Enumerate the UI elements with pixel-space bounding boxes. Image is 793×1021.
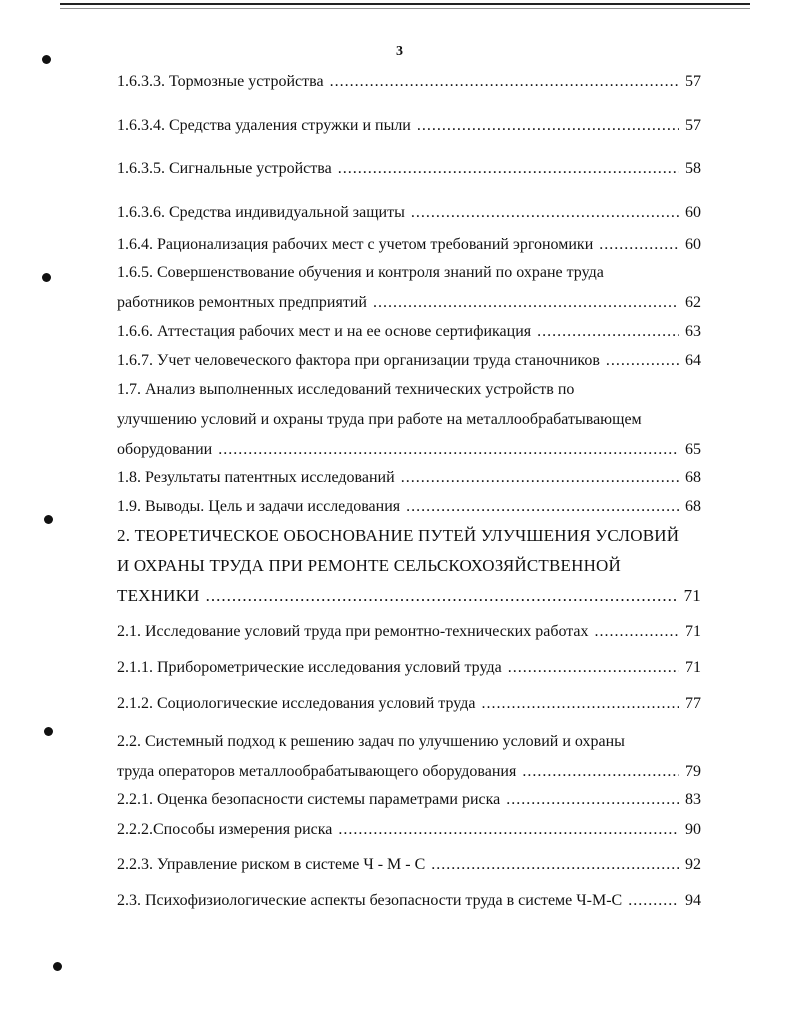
- toc-entry-row: [117, 617, 701, 647]
- toc-entry-title: 2.2.2.Способы измерения риска: [117, 821, 333, 838]
- dot-leader: [508, 653, 679, 683]
- toc-entry: [117, 346, 701, 376]
- toc-entry: [117, 154, 701, 184]
- toc-entry-title: 1.6.3.6. Средства индивидуальной защиты: [117, 204, 405, 221]
- toc-entry-title: 2.1.2. Социологические исследования условий труда: [117, 695, 476, 712]
- toc-page-number: 62: [685, 294, 701, 311]
- toc-entry-row: [117, 653, 701, 683]
- toc-entry-title: 1.8. Результаты патентных исследований: [117, 469, 395, 486]
- toc-entry-title: ТЕХНИКИ: [117, 586, 200, 605]
- dot-leader: [406, 492, 679, 522]
- toc-entry: [117, 463, 701, 493]
- toc-entry-title: 2.1. Исследование условий труда при ремонтно-технических работах: [117, 623, 589, 640]
- dot-leader: [595, 617, 679, 647]
- toc-entry-title: 1.6.3.4. Средства удаления стружки и пыли: [117, 117, 411, 134]
- toc-entry-row: [117, 850, 701, 880]
- toc-entry: [117, 727, 701, 787]
- binder-hole-mark: [42, 273, 51, 282]
- dot-leader: [417, 111, 679, 141]
- dot-leader: [411, 198, 679, 228]
- dot-leader: [599, 230, 679, 260]
- toc-entry-row: [117, 288, 701, 318]
- toc-entry: [117, 850, 701, 880]
- toc-entry-row: [117, 785, 701, 815]
- toc-entry-row: [117, 198, 701, 228]
- toc-entry-row: [117, 67, 701, 97]
- toc-entry-row: [117, 154, 701, 184]
- toc-entry-line: улучшению условий и охраны труда при работе на металлообрабатывающем: [117, 411, 642, 428]
- dot-leader: [330, 67, 679, 97]
- toc-page-number: 64: [685, 352, 701, 369]
- toc-entry: [117, 785, 701, 815]
- toc-page-number: 71: [683, 586, 701, 605]
- dot-leader: [431, 850, 679, 880]
- toc-entry-title: 2.2.1. Оценка безопасности системы параметрами риска: [117, 791, 501, 808]
- dot-leader: [338, 154, 679, 184]
- toc-entry-title: оборудовании: [117, 441, 213, 458]
- toc-entry-title: 2.3. Психофизиологические аспекты безопасности труда в системе Ч-М-С: [117, 892, 623, 909]
- toc-entry: [117, 198, 701, 228]
- dot-leader: [206, 581, 678, 611]
- toc-entry: [117, 375, 701, 465]
- toc-entry: [117, 689, 701, 719]
- toc-entry-row: [117, 492, 701, 522]
- scan-edge-line: [60, 3, 750, 5]
- toc-page-number: 68: [685, 469, 701, 486]
- toc-entry: [117, 258, 701, 318]
- binder-hole-mark: [53, 962, 62, 971]
- dot-leader: [218, 435, 679, 465]
- toc-entry: [117, 230, 701, 260]
- toc-entry-title: 1.6.7. Учет человеческого фактора при организации труда станочников: [117, 352, 600, 369]
- toc-entry: [117, 67, 701, 97]
- binder-hole-mark: [44, 515, 53, 524]
- toc-entry-title: 1.6.6. Аттестация рабочих мест и на ее основе сертификация: [117, 323, 532, 340]
- toc-entry-line: 2. ТЕОРЕТИЧЕСКОЕ ОБОСНОВАНИЕ ПУТЕЙ УЛУЧШЕНИЯ УСЛОВИЙ: [117, 526, 680, 545]
- page-number: 3: [396, 44, 403, 59]
- toc-entry-title: 2.2.3. Управление риском в системе Ч - М - С: [117, 856, 426, 873]
- toc-entry-row: [117, 230, 701, 260]
- toc-page-number: 65: [685, 441, 701, 458]
- toc-page-number: 57: [685, 117, 701, 134]
- dot-leader: [628, 886, 679, 916]
- dot-leader: [606, 346, 679, 376]
- toc-entry: [117, 617, 701, 647]
- toc-entry-line: 1.6.5. Совершенствование обучения и контроля знаний по охране труда: [117, 264, 604, 281]
- toc-entry-row: [117, 886, 701, 916]
- toc-page-number: 57: [685, 73, 701, 90]
- dot-leader: [373, 288, 679, 318]
- toc-entry: [117, 492, 701, 522]
- toc-entry-row: [117, 689, 701, 719]
- toc-entry-title: 2.1.1. Приборометрические исследования условий труда: [117, 659, 502, 676]
- toc-page-number: 58: [685, 160, 701, 177]
- toc-entry-row: [117, 111, 701, 141]
- toc-entry: [117, 886, 701, 916]
- toc-entry-line: И ОХРАНЫ ТРУДА ПРИ РЕМОНТЕ СЕЛЬСКОХОЗЯЙСТВЕННОЙ: [117, 556, 622, 575]
- toc-page-number: 83: [685, 791, 701, 808]
- binder-hole-mark: [44, 727, 53, 736]
- toc-page-number: 92: [685, 856, 701, 873]
- toc-entry-row: [117, 435, 701, 465]
- toc-entry-title: 1.6.3.3. Тормозные устройства: [117, 73, 324, 90]
- toc-page-number: 68: [685, 498, 701, 515]
- scan-edge-line-faint: [60, 8, 750, 9]
- toc-page-number: 63: [685, 323, 701, 340]
- toc-entry: [117, 653, 701, 683]
- dot-leader: [338, 815, 679, 845]
- toc-entry-chapter: [117, 521, 701, 611]
- dot-leader: [401, 463, 679, 493]
- toc-entry: [117, 111, 701, 141]
- dot-leader: [522, 757, 679, 787]
- toc-entry-line: 2.2. Системный подход к решению задач по улучшению условий и охраны: [117, 733, 625, 750]
- dot-leader: [537, 317, 679, 347]
- toc-entry-title: 1.9. Выводы. Цель и задачи исследования: [117, 498, 401, 515]
- toc-page-number: 90: [685, 821, 701, 838]
- toc-entry: [117, 317, 701, 347]
- toc-entry-row: [117, 581, 701, 611]
- toc-entry-title: 1.6.4. Рационализация рабочих мест с учетом требований эргономики: [117, 236, 594, 253]
- toc-entry-row: [117, 346, 701, 376]
- toc-entry-row: [117, 815, 701, 845]
- toc-entry-line: 1.7. Анализ выполненных исследований технических устройств по: [117, 381, 575, 398]
- toc-page-number: 71: [685, 623, 701, 640]
- toc-page-number: 60: [685, 236, 701, 253]
- toc-entry-row: [117, 317, 701, 347]
- toc-page-number: 71: [685, 659, 701, 676]
- dot-leader: [481, 689, 679, 719]
- toc-entry-row: [117, 463, 701, 493]
- toc-entry-row: [117, 757, 701, 787]
- toc-page-number: 60: [685, 204, 701, 221]
- toc-entry-title: труда операторов металлообрабатывающего оборудования: [117, 763, 517, 780]
- toc-page-number: 77: [685, 695, 701, 712]
- toc-entry-title: 1.6.3.5. Сигнальные устройства: [117, 160, 332, 177]
- toc-entry-title: работников ремонтных предприятий: [117, 294, 367, 311]
- toc-page-number: 79: [685, 763, 701, 780]
- toc-page-number: 94: [685, 892, 701, 909]
- dot-leader: [506, 785, 679, 815]
- binder-hole-mark: [42, 55, 51, 64]
- toc-entry: [117, 815, 701, 845]
